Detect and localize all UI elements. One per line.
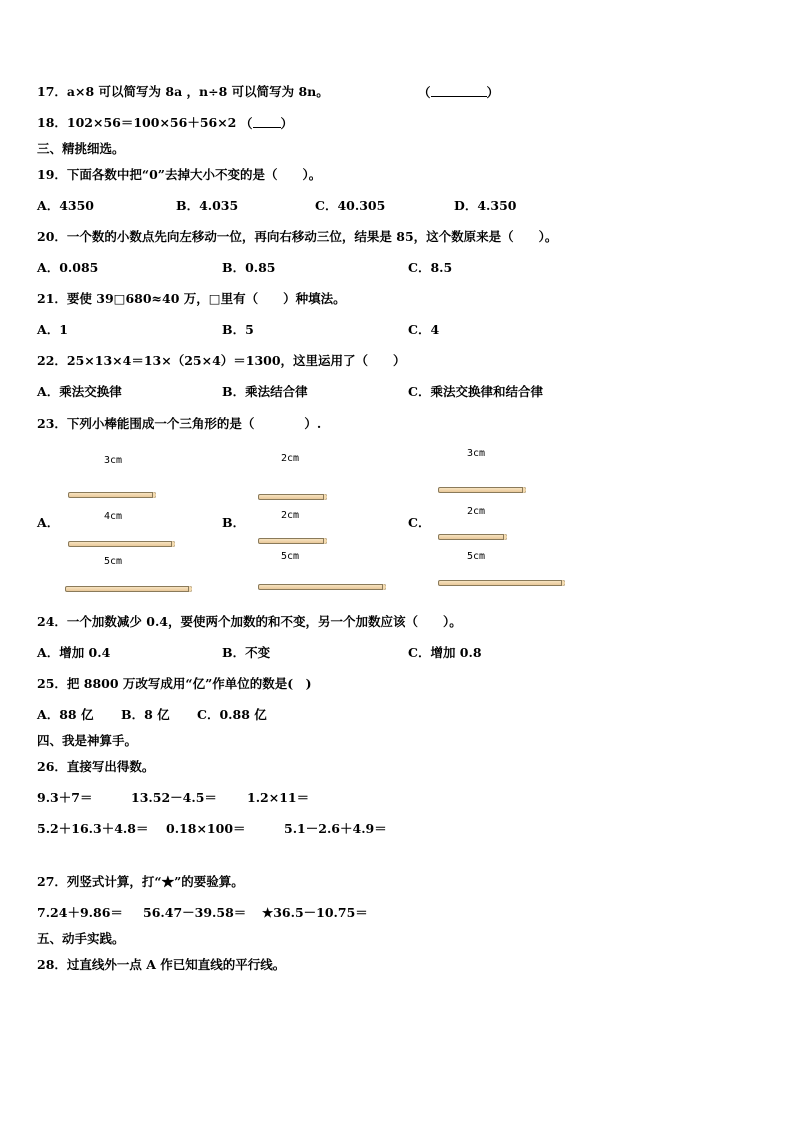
q26-item-1: 9.3＋7＝ [37, 790, 93, 805]
question-21-stem: 21．要使 39□680≈40 万，□里有（ ）种填法。 [37, 291, 346, 306]
q24-option-b[interactable]: B．不变 [222, 645, 271, 660]
question-22-stem: 22．25×13×4＝13×（25×4）＝1300，这里运用了（ ） [37, 353, 406, 368]
q27-item-1: 7.24＋9.86＝ [37, 905, 123, 920]
q23-c-stick-2-label: 2cm [467, 506, 486, 517]
q17-answer-blank[interactable]: （ ） [418, 85, 500, 100]
q24-option-a[interactable]: A．增加 0.4 [37, 645, 111, 660]
q23-a-stick-1-label: 3cm [104, 455, 123, 466]
q23-c-stick-2 [438, 534, 507, 540]
question-19-stem: 19．下面各数中把“0”去掉大小不变的是（ ）。 [37, 167, 322, 182]
question-25-stem: 25．把 8800 万改写成用“亿”作单位的数是( ) [37, 676, 312, 691]
q27-item-3: ★36.5－10.75＝ [262, 905, 368, 920]
q27-item-2: 56.47－39.58＝ [143, 905, 247, 920]
question-20-stem: 20．一个数的小数点先向左移动一位，再向右移动三位，结果是 85，这个数原来是（ ）。 [37, 229, 558, 244]
q17-text: 17．a×8 可以简写为 8a ，n÷8 可以简写为 8n。 [37, 84, 329, 99]
question-28-stem: 28．过直线外一点 A 作已知直线的平行线。 [37, 957, 286, 972]
q23-b-stick-1 [258, 494, 327, 500]
q23-a-stick-3-label: 5cm [104, 556, 123, 567]
q23-c-stick-3-label: 5cm [467, 551, 486, 562]
q26-item-4: 5.2＋16.3＋4.8＝ [37, 821, 149, 836]
q18-answer-blank[interactable]: （ ） [240, 116, 294, 131]
q24-option-c[interactable]: C．增加 0.8 [408, 645, 482, 660]
q25-option-a[interactable]: A．88 亿 [37, 707, 94, 722]
q26-item-3: 1.2×11＝ [247, 790, 310, 805]
q23-b-stick-1-label: 2cm [281, 453, 300, 464]
q23-a-stick-2-label: 4cm [104, 511, 123, 522]
q23-b-stick-2-label: 2cm [281, 510, 300, 521]
q23-b-stick-3-label: 5cm [281, 551, 300, 562]
question-26-stem: 26．直接写出得数。 [37, 759, 155, 774]
q20-option-c[interactable]: C．8.5 [408, 260, 453, 275]
question-17 [37, 84, 329, 100]
q23-a-stick-3 [65, 586, 192, 592]
q23-c-stick-1 [438, 487, 526, 493]
q19-option-c[interactable]: C．40.305 [315, 198, 386, 213]
q22-option-a[interactable]: A．乘法交换律 [37, 384, 122, 399]
q18-text: 18．102×56＝100×56＋56×2 [37, 115, 237, 130]
q21-option-a[interactable]: A．1 [37, 322, 68, 337]
q23-option-b[interactable]: B． [222, 515, 246, 530]
question-24-stem: 24．一个加数减少 0.4，要使两个加数的和不变，另一个加数应该（ ）。 [37, 614, 462, 629]
section-4-heading: 四、我是神算手。 [37, 733, 138, 748]
q23-b-stick-3 [258, 584, 386, 590]
q23-c-stick-3 [438, 580, 565, 586]
q26-item-5: 0.18×100＝ [166, 821, 246, 836]
q23-a-stick-1 [68, 492, 156, 498]
q23-option-a[interactable]: A． [37, 515, 60, 530]
q22-option-c[interactable]: C．乘法交换律和结合律 [408, 384, 543, 399]
q23-option-c[interactable]: C． [408, 515, 431, 530]
q25-option-b[interactable]: B．8 亿 [121, 707, 170, 722]
q25-option-c[interactable]: C．0.88 亿 [197, 707, 267, 722]
q20-option-a[interactable]: A．0.085 [37, 260, 99, 275]
q23-b-stick-2 [258, 538, 327, 544]
q20-option-b[interactable]: B．0.85 [222, 260, 276, 275]
q19-option-b[interactable]: B．4.035 [176, 198, 239, 213]
q23-c-stick-1-label: 3cm [467, 448, 486, 459]
q22-option-b[interactable]: B．乘法结合律 [222, 384, 308, 399]
q26-item-6: 5.1－2.6＋4.9＝ [284, 821, 387, 836]
q26-item-2: 13.52－4.5＝ [131, 790, 217, 805]
question-18 [37, 115, 236, 131]
q21-option-b[interactable]: B．5 [222, 322, 254, 337]
q21-option-c[interactable]: C．4 [408, 322, 440, 337]
section-3-heading: 三、精挑细选。 [37, 141, 125, 156]
question-27-stem: 27．列竖式计算，打“★”的要验算。 [37, 874, 244, 889]
q23-a-stick-2 [68, 541, 175, 547]
q19-option-d[interactable]: D．4.350 [454, 198, 517, 213]
section-5-heading: 五、动手实践。 [37, 931, 125, 946]
question-23-stem: 23．下列小棒能围成一个三角形的是（ ）. [37, 416, 322, 431]
q19-option-a[interactable]: A．4350 [37, 198, 94, 213]
